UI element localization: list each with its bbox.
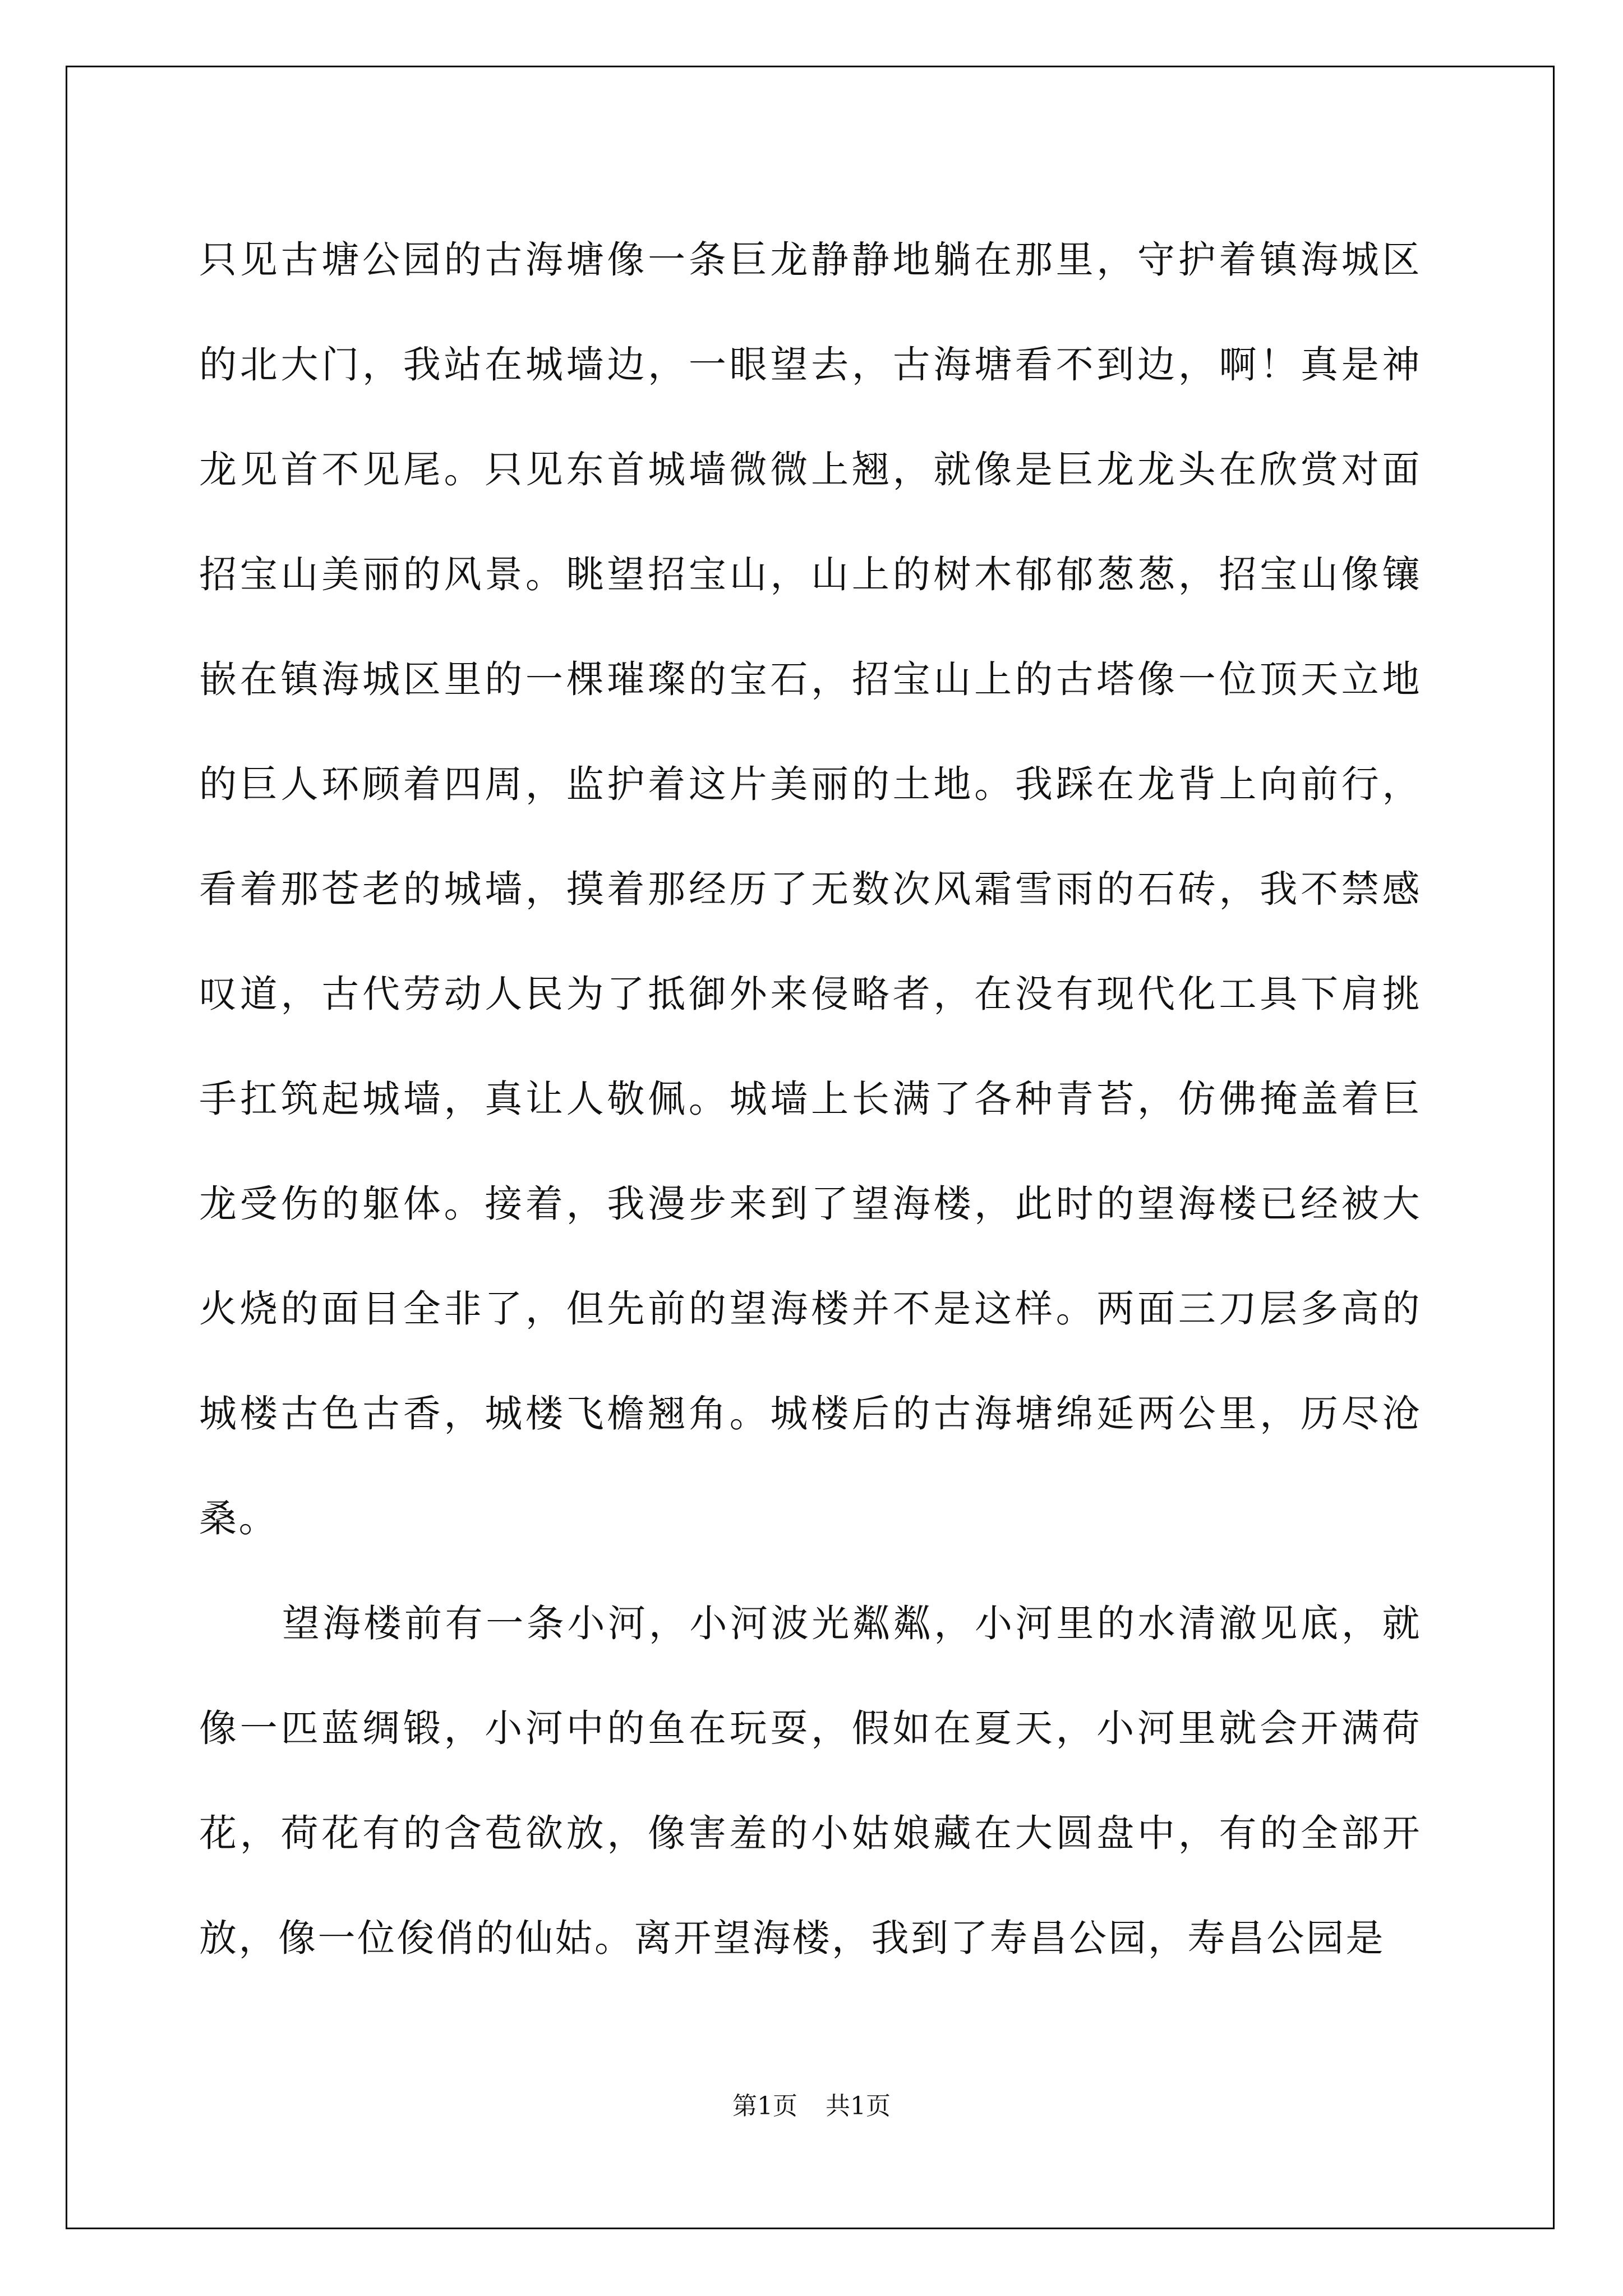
total-pages: 共1页 bbox=[826, 2092, 891, 2120]
paragraph-1: 只见古塘公园的古海塘像一条巨龙静静地躺在那里，守护着镇海城区的北大门，我站在城墙边，一眼望去，古海塘看不到边，啊！真是神龙见首不见尾。只见东首城墙微微上翘，就像是巨龙龙头在欣赏对面招宝山美丽的风景。眺望招宝山，山上的树木郁郁葱葱，招宝山像镶嵌在镇海城区里的一棵璀璨的宝石，招宝山上的古塔像一位顶天立地的巨人环顾着四周，监护着这片美丽的土地。我踩在龙背上向前行，看着那苍老的城墙，摸着那经历了无数次风霜雪雨的石砖，我不禁感叹道，古代劳动人民为了抵御外来侵略者，在没有现代化工具下肩挑手扛筑起城墙，真让人敬佩。城墙上长满了各种青苔，仿佛掩盖着巨龙受伤的躯体。接着，我漫步来到了望海楼，此时的望海楼已经被大火烧的面目全非了，但先前的望海楼并不是这样。两面三刀层多高的城楼古色古香，城楼飞檐翘角。城楼后的古海塘绵延两公里，历尽沧桑。 bbox=[199, 238, 1422, 1540]
page-footer bbox=[0, 2086, 1623, 2122]
paragraph-2: 望海楼前有一条小河，小河波光粼粼，小河里的水清澈见底，就像一匹蓝绸锻，小河中的鱼在玩耍，假如在夏天，小河里就会开满荷花，荷花有的含苞欲放，像害羞的小姑娘藏在大圆盘中，有的全部开放，像一位俊俏的仙姑。离开望海楼，我到了寿昌公园，寿昌公园是 bbox=[199, 1602, 1422, 1960]
page-number: 第1页 bbox=[732, 2092, 797, 2120]
document-body bbox=[199, 208, 1422, 1991]
